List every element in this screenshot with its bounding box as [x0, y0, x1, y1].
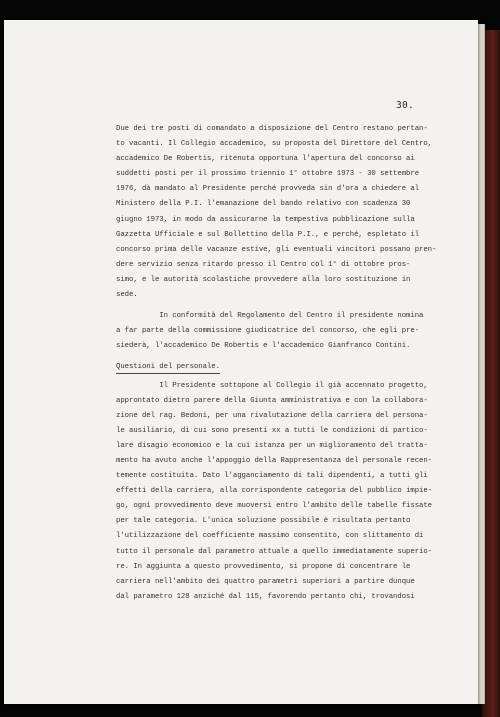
text-line: a far parte della commissione giudicatrice del concorso, che egli pre- [116, 327, 420, 336]
text-line: Gazzetta Ufficiale e sul Bollettino della P.I., e perché, espletato il [116, 230, 420, 239]
text-line: mento ha avuto anche l'appoggio della Rappresentanza del personale recen- [116, 456, 433, 465]
text-line: Il Presidente sottopone al Collegio il già accennato progetto, [116, 381, 428, 390]
text-line: carriera nell'ambito dei quattro parametri superiori a partire dunque [116, 577, 415, 586]
text-line: Due dei tre posti di comandato a disposizione del Centro restano pertan- [116, 125, 428, 133]
text-line: 1976, dà mandato al Presidente perché provveda sin d'ora a chiedere al [116, 185, 420, 194]
text-line: suddetti posti per il prossimo triennio 1° ottobre 1973 - 30 settembre [116, 170, 420, 179]
text-line: accademico De Robertis, ritenuta opportuna l'apertura del concorso ai [116, 155, 415, 164]
section-heading: Questioni del personale. [116, 361, 220, 374]
text-line: re. In aggiunta a questo provvedimento, si propone di concentrare le [116, 562, 411, 571]
paragraph-2 [116, 309, 440, 354]
document-page [4, 20, 478, 704]
text-line: sede. [116, 291, 138, 300]
text-line: zione del rag. Bedoni, per una rivalutazione della carriera del persona- [116, 411, 428, 420]
section-heading-line [116, 360, 440, 375]
text-line: siederà, l'accademico De Robertis e l'accademico Gianfranco Contini. [116, 342, 411, 351]
text-line: to vacanti. Il Collegio accademico, su proposta del Direttore del Centro, [116, 140, 433, 149]
text-line: dal parametro 128 anziché dal 115, favorendo pertanto chi, trovandosi [116, 592, 415, 601]
text-line: go, ogni provvedimento deve muoversi entro l'ambito delle tabelle fissate [116, 502, 433, 511]
text-line: dere servizio senza ritardo presso il Centro col 1° di ottobre pros- [116, 260, 411, 269]
paragraph-3 [116, 379, 440, 605]
paragraph-1 [116, 122, 440, 303]
text-line: temente costituita. Dato l'agganciamento di tali dipendenti, a tutti gli [116, 472, 428, 481]
text-line: simo, e le autorità scolastiche provvedere alla loro sostituzione in [116, 275, 411, 284]
text-line: per tale categoria. L'unica soluzione possibile è risultata pertanto [116, 517, 411, 526]
text-line: approntato dietro parere della Giunta amministrativa e con la collabora- [116, 396, 428, 405]
text-line: le ausiliario, di cui sono presenti xx a tutti le condizioni di partico- [116, 426, 428, 435]
document-body [116, 122, 440, 605]
text-line: effetti della carriera, alla corrispondente categoria del pubblico impie- [116, 487, 433, 496]
text-line: giugno 1973, in modo da assicurarne la tempestiva pubblicazione sulla [116, 215, 415, 224]
text-line: l'utilizzazione del coefficiente massimo consentito, con slittamento di [116, 532, 424, 541]
text-line: lare disagio economico e la cui istanza per un miglioramento del tratta- [116, 441, 428, 450]
text-line: tutto il personale dal parametro attuale a quello immediatamente superio- [116, 547, 433, 556]
text-line: In conformità del Regolamento del Centro il presidente nomina [116, 312, 424, 321]
text-line: concorso prima delle vacanze estive, gli eventuali vincitori possano pren- [116, 245, 437, 254]
text-line: Ministero della P.I. l'emanazione del bando relativo con scadenza 30 [116, 200, 411, 209]
page-number: 30. [396, 100, 414, 111]
